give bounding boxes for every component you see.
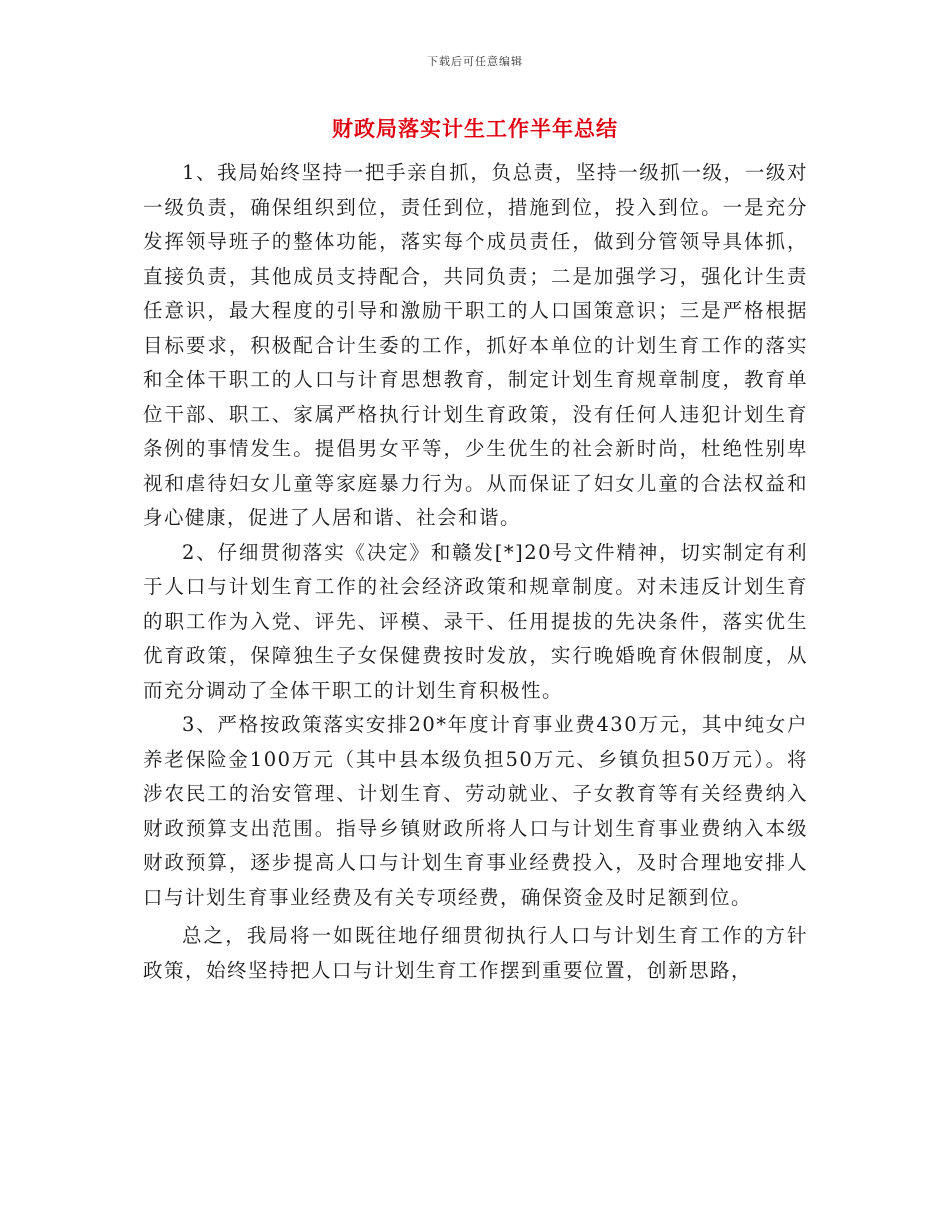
paragraph-2: 2、仔细贯彻落实《决定》和赣发[*]20号文件精神，切实制定有利于人口与计划生育工作的社会经济政策和规章制度。对未违反计划生育的职工作为入党、评先、评模、录干、任用提拔的先决条件，落实优生优育政策，保障独生子女保健费按时发放，实行晚婚晚育休假制度，从而充分调动了全体干职工的计划生育积极性。	[143, 540, 808, 702]
paragraph-1: 1、我局始终坚持一把手亲自抓，负总责，坚持一级抓一级，一级对一级负责，确保组织到位，责任到位，措施到位，投入到位。一是充分发挥领导班子的整体功能，落实每个成员责任，做到分管领导具体抓，直接负责，其他成员支持配合，共同负责；二是加强学习，强化计生责任意识，最大程度的引导和激励干职工的人口国策意识；三是严格根据目标要求，积极配合计生委的工作，抓好本单位的计划生育工作的落实和全体干职工的人口与计育思想教育，制定计划生育规章制度，教育单位干部、职工、家属严格执行计划生育政策，没有任何人违犯计划生育条例的事情发生。提倡男女平等，少生优生的社会新时尚，杜绝性别卑视和虐待妇女儿童等家庭暴力行为。从而保证了妇女儿童的合法权益和身心健康，促进了人居和谐、社会和谐。	[143, 161, 808, 529]
paragraph-3: 3、严格按政策落实安排20*年度计育事业费430万元，其中纯女户养老保险金100万元（其中县本级负担50万元、乡镇负担50万元）。将涉农民工的治安管理、计划生育、劳动就业、子女教育等有关经费纳入财政预算支出范围。指导乡镇财政所将人口与计划生育事业费纳入本级财政预算，逐步提高人口与计划生育事业经费投入，及时合理地安排人口与计划生育事业经费及有关专项经费，确保资金及时足额到位。	[143, 713, 808, 909]
header-note: 下载后可任意编辑	[427, 55, 523, 68]
paragraph-4: 总之，我局将一如既往地仔细贯彻执行人口与计划生育工作的方针政策，始终坚持把人口与计划生育工作摆到重要位置，创新思路，	[143, 924, 808, 982]
document-title: 财政局落实计生工作半年总结	[332, 116, 618, 141]
document-body	[143, 156, 808, 988]
